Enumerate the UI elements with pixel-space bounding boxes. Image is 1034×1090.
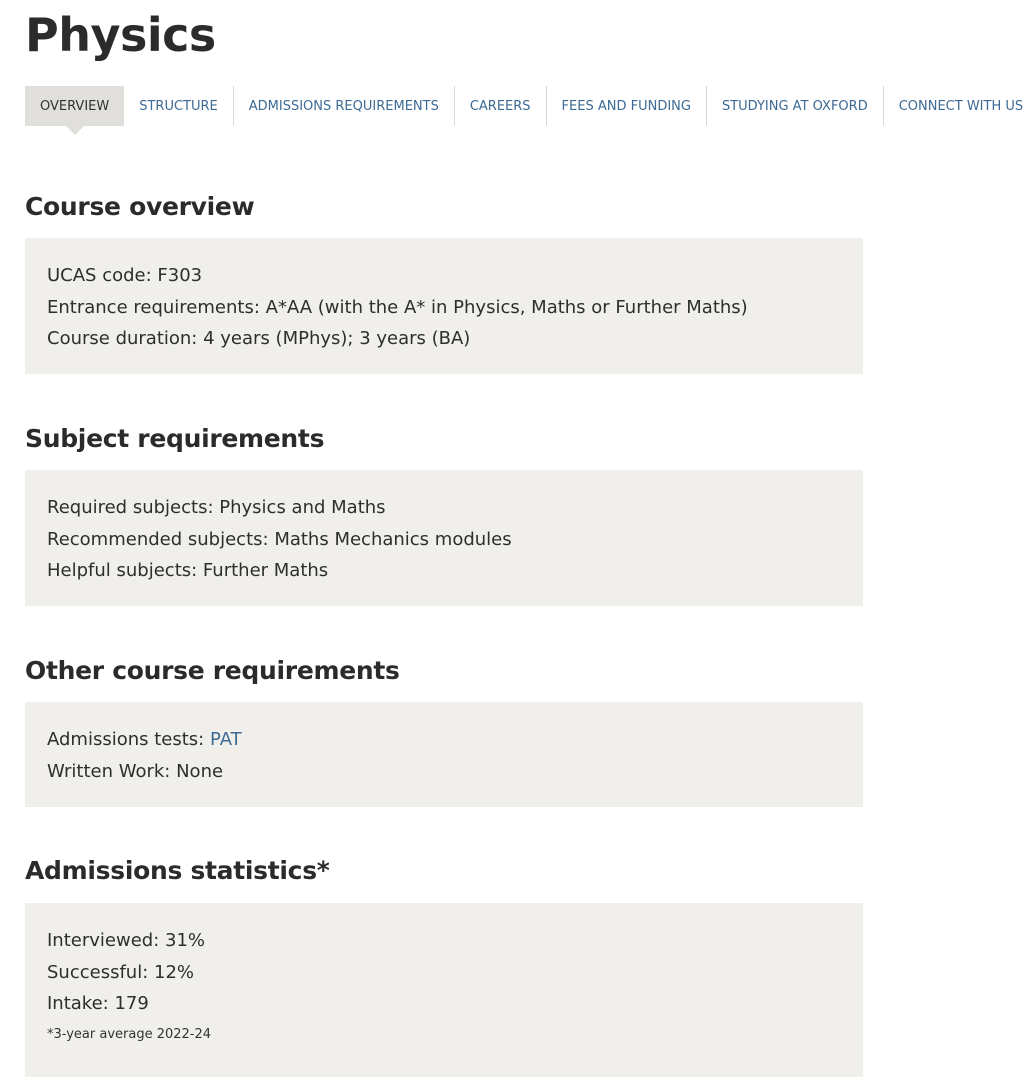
admissions-statistics-heading: Admissions statistics* [25, 856, 330, 885]
helpful-subjects-line [47, 555, 841, 587]
admissions-tests-line [47, 724, 841, 756]
subject-requirements-heading: Subject requirements [25, 424, 325, 453]
section-tabs [25, 86, 1034, 126]
tab-overview[interactable]: OVERVIEW [25, 86, 124, 126]
statistics-footnote: *3-year average 2022-24 [47, 1026, 212, 1042]
written-work-label: Written Work: [47, 760, 171, 782]
course-duration-line [47, 323, 841, 355]
required-subjects-label: Required subjects: [47, 497, 214, 518]
helpful-subjects-value: Further Maths [202, 560, 329, 581]
course-overview-heading: Course overview [25, 192, 255, 221]
ucas-code-label: UCAS code: [47, 265, 152, 286]
written-work-line [47, 756, 841, 788]
course-duration-value: 4 years (MPhys); 3 years (BA) [203, 328, 471, 349]
other-requirements-heading: Other course requirements [25, 656, 400, 685]
interviewed-label: Interviewed: [47, 930, 160, 951]
entrance-requirements-value: A*AA (with the A* in Physics, Maths or Further Maths) [265, 296, 748, 318]
intake-label: Intake: [47, 993, 109, 1014]
page-title: Physics [25, 8, 216, 62]
course-overview-box [25, 238, 863, 374]
recommended-subjects-line [47, 524, 841, 556]
intake-value: 179 [114, 993, 149, 1014]
ucas-code-line [47, 260, 841, 292]
admissions-statistics-box [25, 903, 863, 1077]
subject-requirements-box [25, 470, 863, 606]
tab-structure[interactable]: STRUCTURE [139, 98, 218, 114]
interviewed-value: 31% [165, 930, 206, 951]
required-subjects-line [47, 492, 841, 524]
tab-fees-and-funding[interactable]: FEES AND FUNDING [546, 86, 706, 126]
recommended-subjects-label: Recommended subjects: [47, 528, 269, 550]
entrance-requirements-line [47, 292, 841, 324]
interviewed-line [47, 925, 841, 957]
tab-connect-with-us[interactable]: CONNECT WITH US [883, 86, 1034, 126]
tab-admissions-requirements[interactable]: ADMISSIONS REQUIREMENTS [233, 86, 454, 126]
tab-studying-at-oxford[interactable]: STUDYING AT OXFORD [706, 86, 883, 126]
intake-line [47, 988, 841, 1020]
entrance-requirements-label: Entrance requirements: [47, 296, 260, 318]
required-subjects-value: Physics and Maths [219, 497, 386, 518]
course-duration-label: Course duration: [47, 328, 198, 349]
written-work-value: None [176, 760, 224, 782]
helpful-subjects-label: Helpful subjects: [47, 560, 198, 581]
successful-line [47, 957, 841, 989]
ucas-code-value: F303 [157, 265, 203, 286]
pat-link[interactable]: PAT [209, 729, 242, 750]
recommended-subjects-value: Maths Mechanics modules [274, 528, 512, 550]
tab-careers[interactable]: CAREERS [454, 86, 546, 126]
admissions-tests-label: Admissions tests: [47, 729, 205, 750]
successful-label: Successful: [47, 961, 149, 983]
other-requirements-box [25, 702, 863, 807]
successful-value: 12% [154, 961, 195, 983]
